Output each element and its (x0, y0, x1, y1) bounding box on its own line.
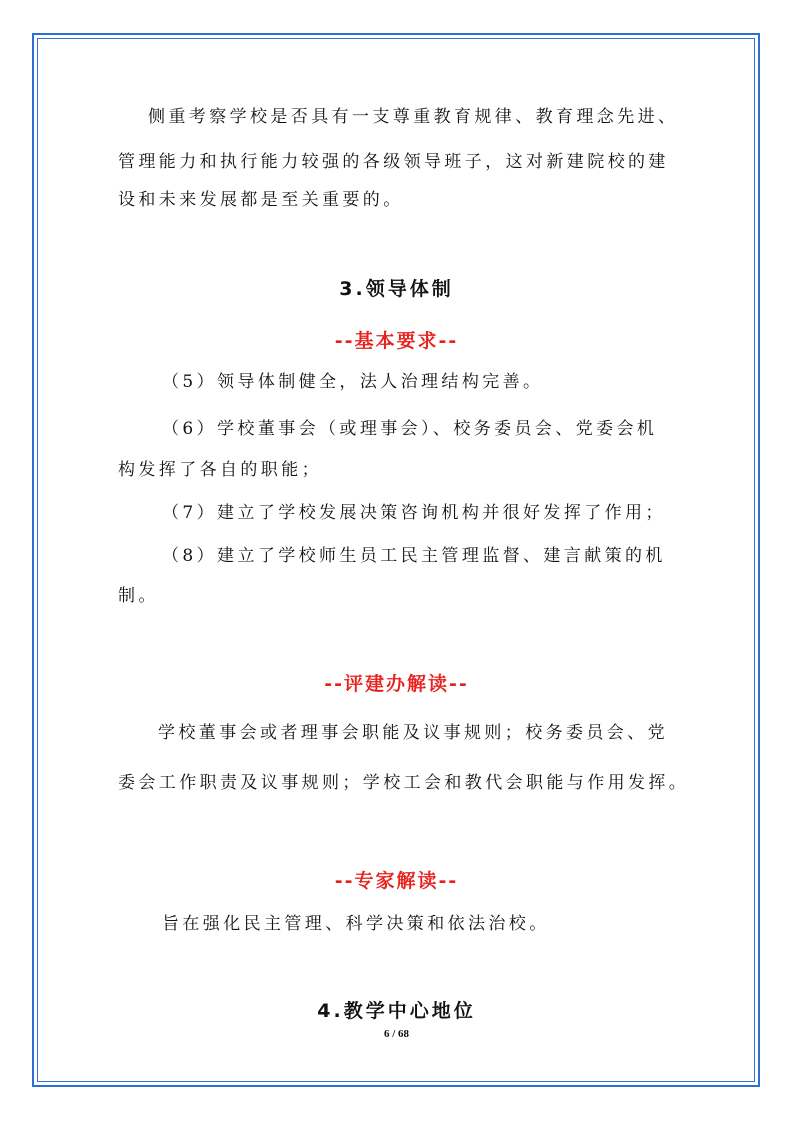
requirement-6-cont: 构发挥了各自的职能； (118, 460, 322, 480)
section-3-title: 3.领导体制 (339, 278, 454, 300)
intro-line-2: 管理能力和执行能力较强的各级领导班子，这对新建院校的建 (118, 152, 669, 172)
requirement-8: （8）建立了学校师生员工民主管理监督、建言献策的机 (162, 546, 666, 566)
requirement-6: （6）学校董事会（或理事会）、校务委员会、党委会机 (162, 419, 658, 439)
requirement-8-cont: 制。 (118, 586, 159, 606)
office-text-1: 学校董事会或者理事会职能及议事规则；校务委员会、党 (158, 723, 668, 743)
page-number: 6 / 68 (383, 1028, 410, 1040)
requirement-5: （5）领导体制健全，法人治理结构完善。 (162, 372, 544, 392)
intro-line-3: 设和未来发展都是至关重要的。 (118, 190, 404, 210)
office-interpretation-label: --评建办解读-- (324, 673, 469, 695)
intro-line-1: 侧重考察学校是否具有一支尊重教育规律、教育理念先进、 (148, 107, 679, 127)
expert-interpretation-label: --专家解读-- (334, 870, 459, 892)
office-text-2: 委会工作职责及议事规则；学校工会和教代会职能与作用发挥。 (118, 773, 690, 793)
expert-text: 旨在强化民主管理、科学决策和依法治校。 (162, 914, 550, 934)
section-4-title: 4.教学中心地位 (317, 1000, 476, 1022)
requirement-7: （7）建立了学校发展决策咨询机构并很好发挥了作用； (162, 503, 666, 523)
basic-requirements-label: --基本要求-- (334, 330, 459, 352)
